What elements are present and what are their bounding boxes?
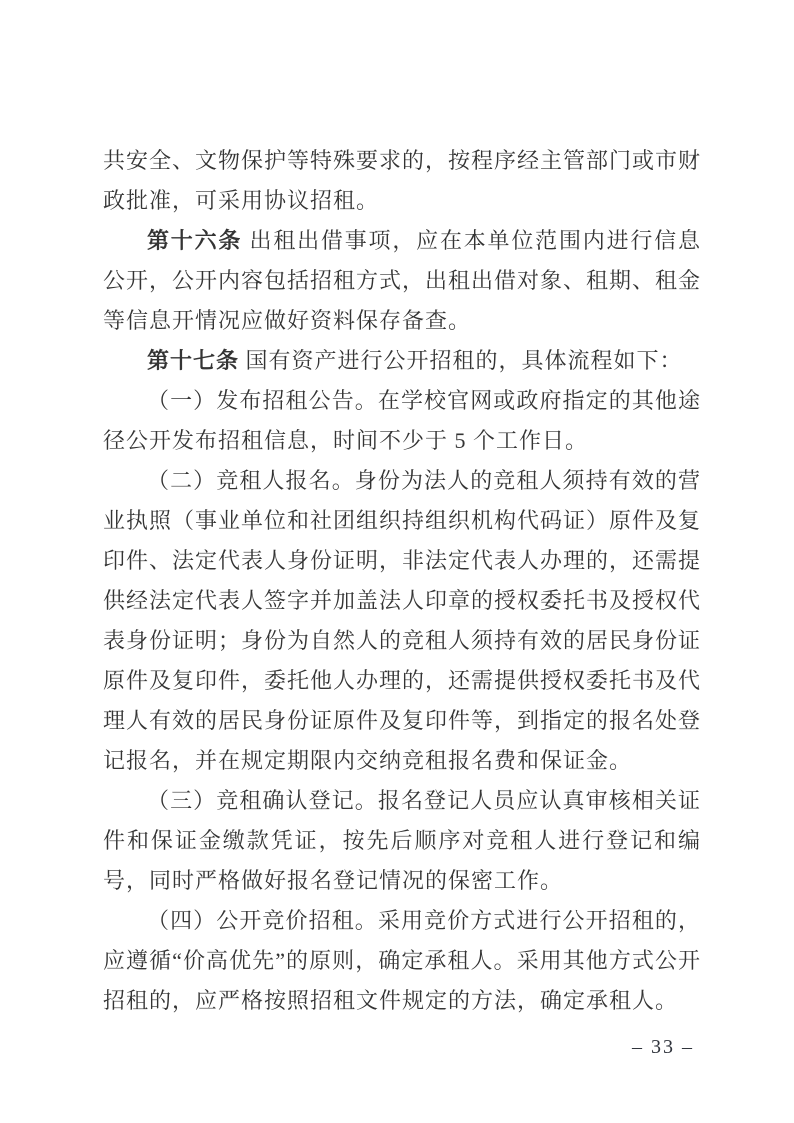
paragraph-item-2	[103, 461, 701, 781]
paragraph-text: （四）公开竞价招租。采用竞价方式进行公开招租的，应遵循“价高优先”的原则，确定承租人。采用其他方式公开招租的，应严格按照招租文件规定的方法，确定承租人。	[103, 908, 701, 1013]
paragraph-item-4	[103, 901, 701, 1021]
paragraph-article-16	[103, 221, 701, 341]
paragraph-item-3	[103, 781, 701, 901]
document-body	[103, 141, 701, 1021]
page-number: – 33 –	[632, 1036, 694, 1058]
paragraph-text: 国有资产进行公开招租的，具体流程如下：	[239, 348, 683, 373]
paragraph-text: （二）竞租人报名。身份为法人的竞租人须持有效的营业执照（事业单位和社团组织持组织机构代码证）原件及复印件、法定代表人身份证明，非法定代表人办理的，还需提供经法定代表人签字并加盖法人印章的授权委托书及授权代表身份证明；身份为自然人的竞租人须持有效的居民身份证原件及复印件，委托他人办理的，还需提供授权委托书及代理人有效的居民身份证原件及复印件等，到指定的报名处登记报名，并在规定期限内交纳竞租报名费和保证金。	[103, 468, 702, 773]
paragraph-article-17	[103, 341, 701, 381]
paragraph	[103, 141, 701, 221]
article-number: 第十六条	[147, 228, 243, 253]
paragraph-item-1	[103, 381, 701, 461]
paragraph-text: （三）竞租确认登记。报名登记人员应认真审核相关证件和保证金缴款凭证，按先后顺序对竞租人进行登记和编号，同时严格做好报名登记情况的保密工作。	[103, 788, 701, 893]
paragraph-text: （一）发布招租公告。在学校官网或政府指定的其他途径公开发布招租信息，时间不少于 5 个工作日。	[103, 388, 701, 453]
paragraph-text: 出租出借事项，应在本单位范围内进行信息公开，公开内容包括招租方式，出租出借对象、租期、租金等信息开情况应做好资料保存备查。	[103, 228, 702, 333]
paragraph-text: 共安全、文物保护等特殊要求的，按程序经主管部门或市财政批准，可采用协议招租。	[103, 148, 702, 213]
article-number: 第十七条	[147, 348, 240, 373]
page-footer	[632, 1035, 694, 1059]
